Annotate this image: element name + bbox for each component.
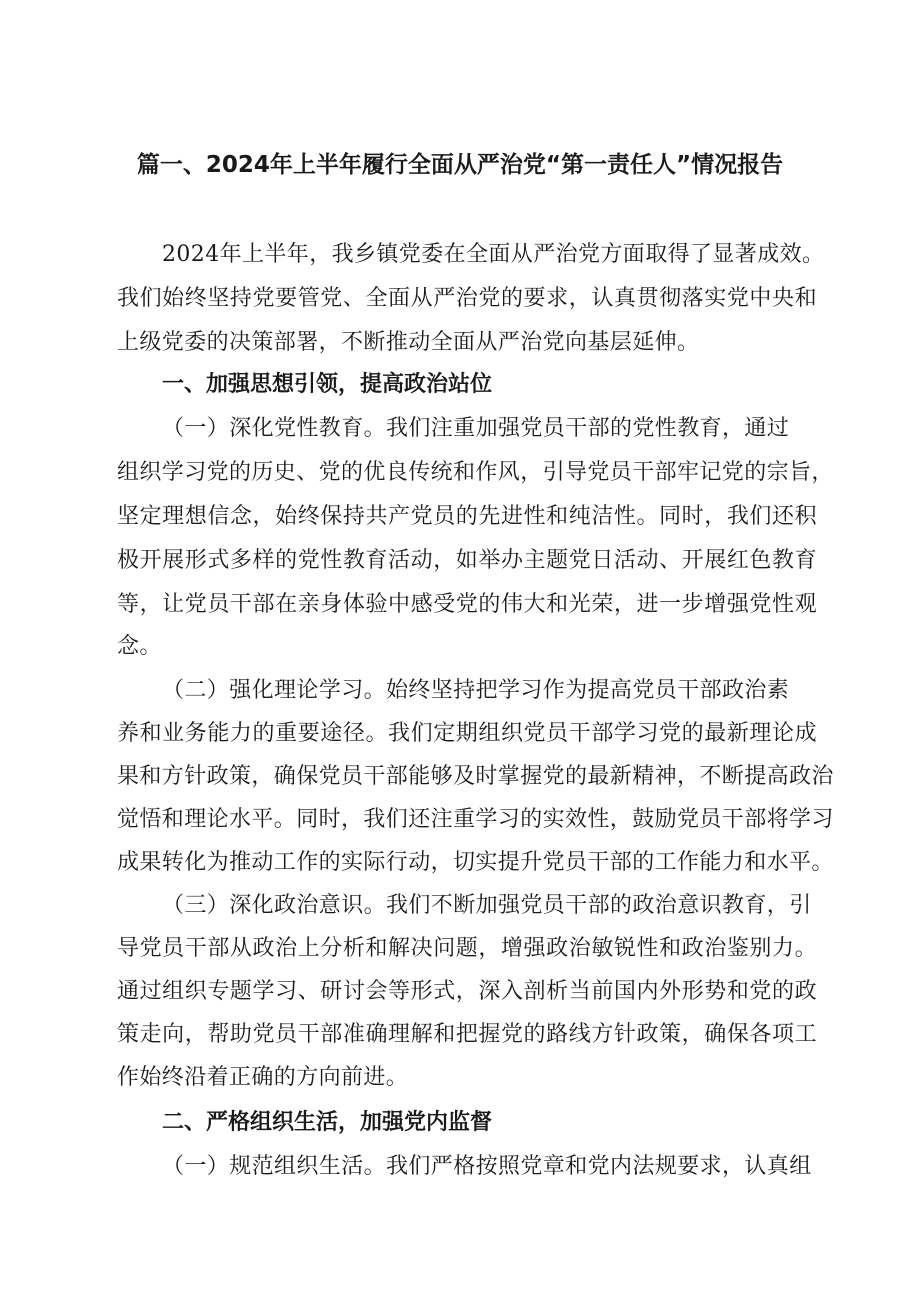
intro-line-2: 我们始终坚持党要管党、全面从严治党的要求，认真贯彻落实党中央和 bbox=[117, 286, 817, 311]
document-title: 篇一、2024年上半年履行全面从严治党“第一责任人”情况报告 bbox=[136, 152, 784, 178]
s1-p1-line-3: 坚定理想信念，始终保持共产党员的先进性和纯洁性。同时，我们还积 bbox=[117, 504, 817, 529]
s1-p2-line-4: 觉悟和理论水平。同时，我们还注重学习的实效性，鼓励党员干部将学习 bbox=[117, 807, 834, 832]
s1-p1-line-1: （一）深化党性教育。我们注重加强党员干部的党性教育，通过 bbox=[162, 416, 790, 441]
s1-p2-line-1: （二）强化理论学习。始终坚持把学习作为提高党员干部政治素 bbox=[162, 678, 790, 703]
section-1-heading: 一、加强思想引领，提高政治站位 bbox=[162, 372, 493, 397]
intro-line-1: 2024年上半年，我乡镇党委在全面从严治党方面取得了显著成效。 bbox=[162, 242, 825, 267]
s2-p1-line-1: （一）规范组织生活。我们严格按照党章和党内法规要求，认真组 bbox=[162, 1154, 812, 1179]
s1-p1-line-5: 等，让党员干部在亲身体验中感受党的伟大和光荣，进一步增强党性观 bbox=[117, 592, 817, 617]
s1-p3-line-3: 通过组织专题学习、研讨会等形式，深入剖析当前国内外形势和党的政 bbox=[117, 979, 817, 1004]
s1-p3-line-5: 作始终沿着正确的方向前进。 bbox=[117, 1065, 409, 1090]
s1-p1-line-4: 极开展形式多样的党性教育活动，如举办主题党日活动、开展红色教育 bbox=[117, 548, 817, 573]
section-2-heading: 二、严格组织生活，加强党内监督 bbox=[162, 1110, 493, 1135]
s1-p2-line-3: 果和方针政策，确保党员干部能够及时掌握党的最新精神，不断提高政治 bbox=[117, 764, 834, 789]
s1-p3-line-4: 策走向，帮助党员干部准确理解和把握党的路线方针政策，确保各项工 bbox=[117, 1022, 817, 1047]
s1-p1-line-6: 念。 bbox=[117, 634, 162, 659]
s1-p1-line-2: 组织学习党的历史、党的优良传统和作风，引导党员干部牢记党的宗旨， bbox=[117, 460, 834, 485]
s1-p3-line-2: 导党员干部从政治上分析和解决问题，增强政治敏锐性和政治鉴别力。 bbox=[117, 936, 817, 961]
intro-line-3: 上级党委的决策部署，不断推动全面从严治党向基层延伸。 bbox=[117, 330, 700, 355]
s1-p3-line-1: （三）深化政治意识。我们不断加强党员干部的政治意识教育，引 bbox=[162, 893, 812, 918]
s1-p2-line-2: 养和业务能力的重要途径。我们定期组织党员干部学习党的最新理论成 bbox=[117, 721, 817, 746]
s1-p2-line-5: 成果转化为推动工作的实际行动，切实提升党员干部的工作能力和水平。 bbox=[117, 850, 834, 875]
